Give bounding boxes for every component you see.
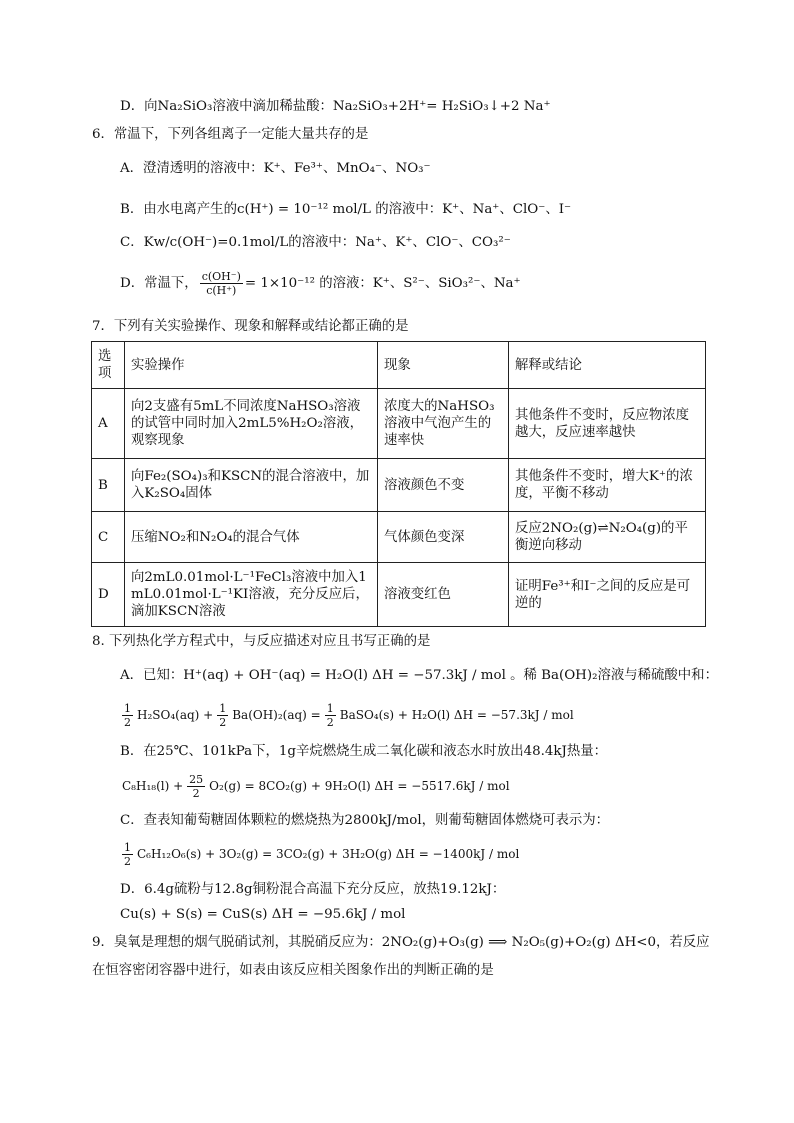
a-eq-part1: H₂SO₄(aq) +: [137, 708, 214, 722]
table-row: [92, 563, 706, 627]
q7-table: [91, 341, 706, 627]
header-option: 选项: [92, 342, 125, 389]
q6-d-numerator: c(OH⁻): [201, 270, 241, 283]
row-option: B: [92, 459, 125, 512]
frac-numerator: 1: [219, 702, 227, 715]
row-phenomenon: 溶液变红色: [378, 563, 509, 627]
b-eq-part1: C₈H₁₈(l) +: [122, 779, 184, 793]
row-operation: 向2mL0.01mol·L⁻¹FeCl₃溶液中加入1mL0.01mol·L⁻¹KI溶液，充分反应后，滴加KSCN溶液: [125, 563, 378, 627]
a-eq-part2: Ba(OH)₂(aq) =: [232, 708, 321, 722]
header-conclusion: 解释或结论: [509, 342, 706, 389]
table-row: [92, 512, 706, 563]
frac-denominator: 2: [219, 716, 227, 729]
row-option: D: [92, 563, 125, 627]
q6-d-fraction: [200, 270, 243, 297]
q6-stem: 6．常温下，下列各组离子一定能大量共存的是: [92, 127, 369, 142]
q8-option-b: B．在25℃、101kPa下，1g辛烷燃烧生成二氧化碳和液态水时放出48.4kJ热量：: [120, 744, 608, 759]
header-operation: 实验操作: [125, 342, 378, 389]
row-conclusion: 其他条件不变时，增大K⁺的浓度，平衡不移动: [509, 459, 706, 512]
q6-option-d: [120, 270, 521, 297]
row-option: C: [92, 512, 125, 563]
q6-option-c: C．Kw/c(OH⁻)=0.1mol/L的溶液中：Na⁺、K⁺、ClO⁻、CO₃²⁻: [120, 235, 511, 250]
row-conclusion: 反应2NO₂(g)⇌N₂O₄(g)的平衡逆向移动: [509, 512, 706, 563]
q6-option-b: B．由水电离产生的c(H⁺) = 10⁻¹² mol/L 的溶液中：K⁺、Na⁺、ClO⁻、I⁻: [120, 202, 572, 217]
fraction-half: [217, 702, 228, 729]
b-eq-part2: O₂(g) = 8CO₂(g) + 9H₂O(l) ΔH = −5517.6kJ / mol: [209, 779, 510, 793]
q8-b-equation: [120, 770, 512, 803]
frac-denominator: 2: [326, 716, 334, 729]
row-operation: 向2支盛有5mL不同浓度NaHSO₃溶液的试管中同时加入2mL5%H₂O₂溶液，观察现象: [125, 389, 378, 459]
q9-line2: 在恒容密闭容器中进行，如表由该反应相关图象作出的判断正确的是: [92, 963, 494, 978]
row-conclusion: 其他条件不变时，反应物浓度越大，反应速率越快: [509, 389, 706, 459]
q8-a-equation: [120, 700, 576, 731]
q8-option-a: A．已知：H⁺(aq) + OH⁻(aq) = H₂O(l) ΔH = −57.3kJ / mol 。稀 Ba(OH)₂溶液与稀硫酸中和：: [120, 668, 718, 683]
fraction-half: [122, 702, 133, 729]
q8-option-c: C．查表知葡萄糖固体颗粒的燃烧热为2800kJ/mol，则葡萄糖固体燃烧可表示为：: [120, 813, 610, 828]
frac-denominator: 2: [124, 716, 131, 729]
q8-option-d: D．6.4g硫粉与12.8g铜粉混合高温下充分反应，放热19.12kJ：: [120, 882, 506, 897]
fraction-half: [325, 702, 336, 729]
header-phenomenon: 现象: [378, 342, 509, 389]
q8-stem: 8. 下列热化学方程式中，与反应描述对应且书写正确的是: [92, 634, 431, 649]
row-option: A: [92, 389, 125, 459]
table-header-row: [92, 342, 706, 389]
q9-line1: 9．臭氧是理想的烟气脱硝试剂，其脱硝反应为：2NO₂(g)+O₃(g) ⟹ N₂O₅(g)+O₂(g) ΔH<0，若反应: [92, 935, 710, 950]
q6-option-a: A．澄清透明的溶液中：K⁺、Fe³⁺、MnO₄⁻、NO₃⁻: [120, 161, 431, 176]
q6-d-prefix: D．常温下，: [120, 276, 198, 291]
q6-d-denominator: c(H⁺): [206, 284, 237, 297]
table-row: [92, 389, 706, 459]
row-operation: 压缩NO₂和N₂O₄的混合气体: [125, 512, 378, 563]
q5-option-d: D．向Na₂SiO₃溶液中滴加稀盐酸：Na₂SiO₃+2H⁺= H₂SiO₃↓+2 Na⁺: [120, 99, 551, 114]
a-eq-part3: BaSO₄(s) + H₂O(l) ΔH = −57.3kJ / mol: [339, 708, 574, 722]
fraction-25-2: [187, 773, 205, 800]
c-eq: C₆H₁₂O₆(s) + 3O₂(g) = 3CO₂(g) + 3H₂O(g) ΔH = −1400kJ / mol: [137, 847, 520, 861]
frac-denominator: 2: [192, 787, 200, 800]
q6-d-suffix: = 1×10⁻¹² 的溶液：K⁺、S²⁻、SiO₃²⁻、Na⁺: [244, 276, 521, 291]
q8-c-equation: [120, 838, 521, 871]
q7-stem: 7．下列有关实验操作、现象和解释或结论都正确的是: [92, 319, 409, 334]
table-row: [92, 459, 706, 512]
frac-numerator: 25: [189, 773, 204, 786]
row-operation: 向Fe₂(SO₄)₃和KSCN的混合溶液中，加入K₂SO₄固体: [125, 459, 378, 512]
q8-d-equation: Cu(s) + S(s) = CuS(s) ΔH = −95.6kJ / mol: [120, 907, 406, 922]
row-phenomenon: 溶液颜色不变: [378, 459, 509, 512]
frac-numerator: 1: [326, 702, 334, 715]
row-conclusion: 证明Fe³⁺和I⁻之间的反应是可逆的: [509, 563, 706, 627]
row-phenomenon: 气体颜色变深: [378, 512, 509, 563]
row-phenomenon: 浓度大的NaHSO₃溶液中气泡产生的速率快: [378, 389, 509, 459]
frac-denominator: 2: [124, 855, 131, 868]
fraction-half: [122, 841, 133, 868]
frac-numerator: 1: [124, 841, 131, 854]
frac-numerator: 1: [124, 702, 131, 715]
